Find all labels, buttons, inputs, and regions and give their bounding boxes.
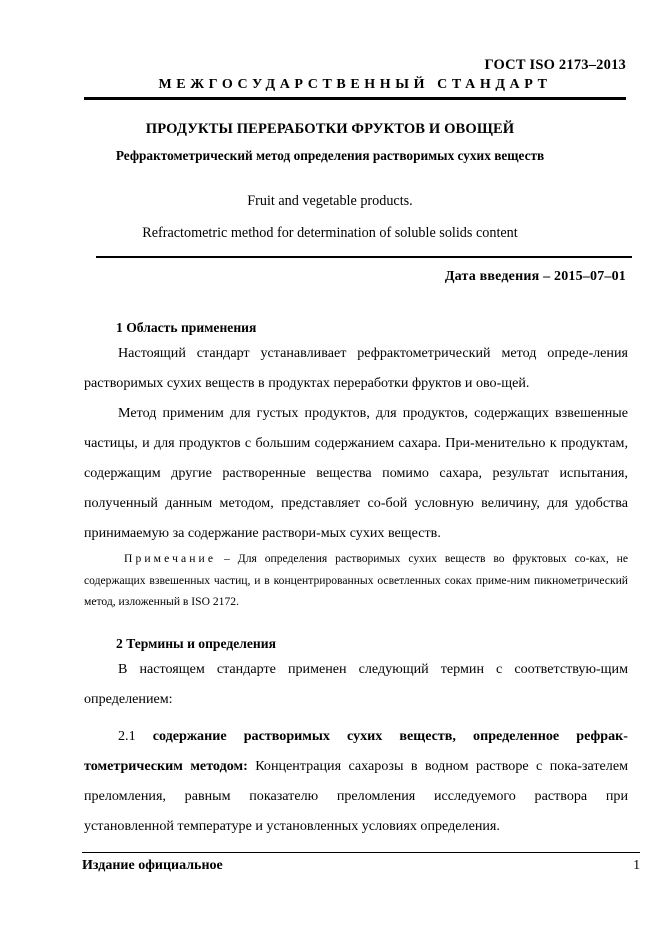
scope-paragraph-1: Настоящий стандарт устанавливает рефрактометрический метод опреде-ления растворимых сухих веществ в продуктах переработки фруктов и ово-щей. <box>84 345 628 392</box>
official-edition-note: Издание официальное <box>82 858 223 873</box>
term-definition-entry <box>84 721 628 841</box>
effective-date: Дата введения – 2015–07–01 <box>444 269 626 284</box>
document-footer <box>82 857 640 874</box>
note-label: Примечание <box>124 552 217 566</box>
standard-type-label: МЕЖГОСУДАРСТВЕННЫЙ СТАНДАРТ <box>158 77 552 93</box>
term-spacer <box>84 714 628 721</box>
scope-paragraph-2: Метод применим для густых продуктов, для продуктов, содержащих взвешенные частицы, и для продуктов с большим содержанием сахара. При-менительно к продуктам, содержащим другие растворенные вещества помимо сахара, результат испытания, полученный данным методом, представляет со-бой условную величину, для удобства принимаемую за содержание раствори-мых сухих веществ. <box>84 405 628 542</box>
section-heading-scope: 1 Область применения <box>116 320 257 335</box>
terms-paragraph-1: В настоящем стандарте применен следующий термин с соответствую-щим определением: <box>84 661 628 708</box>
page-title: ПРОДУКТЫ ПЕРЕРАБОТКИ ФРУКТОВ И ОВОЩЕЙ <box>145 121 515 137</box>
title-block-russian <box>60 120 600 164</box>
document-body <box>84 318 628 841</box>
section-spacer <box>84 613 628 634</box>
page-subtitle-english: Refractometric method for determination of soluble solids content <box>142 225 518 242</box>
header-divider-rule <box>84 97 626 100</box>
term-number: 2.1 <box>118 728 136 745</box>
note-text: Для определения растворимых сухих веществ во фруктовых со-ках, не содержащих взвешенных частиц, и в концентрированных осветленных соках приме-ним пикнометрический метод, изложенный в ISO 2172. <box>84 552 629 609</box>
page-number: 1 <box>633 857 640 872</box>
standard-designation: ГОСТ ISO 2173–2013 <box>484 57 626 73</box>
footer-divider-rule <box>82 852 640 853</box>
page-title-english: Fruit and vegetable products. <box>247 193 413 209</box>
note-dash: – <box>224 552 230 566</box>
section-heading-terms: 2 Термины и определения <box>116 635 276 651</box>
document-header <box>84 56 626 100</box>
term-name: содержание растворимых сухих веществ, определенное рефрак-тометрическим методом: <box>84 728 628 775</box>
date-divider-rule <box>96 256 632 258</box>
title-block-english <box>60 192 600 243</box>
page-subtitle: Рефрактометрический метод определения растворимых сухих веществ <box>115 147 545 163</box>
scope-note <box>84 548 628 613</box>
term-body: Концентрация сахарозы в водном растворе с пока-зателем преломления, равным показателю преломления исследуемого раствора при установленной температуре и установленных условиях определения. <box>84 758 628 835</box>
